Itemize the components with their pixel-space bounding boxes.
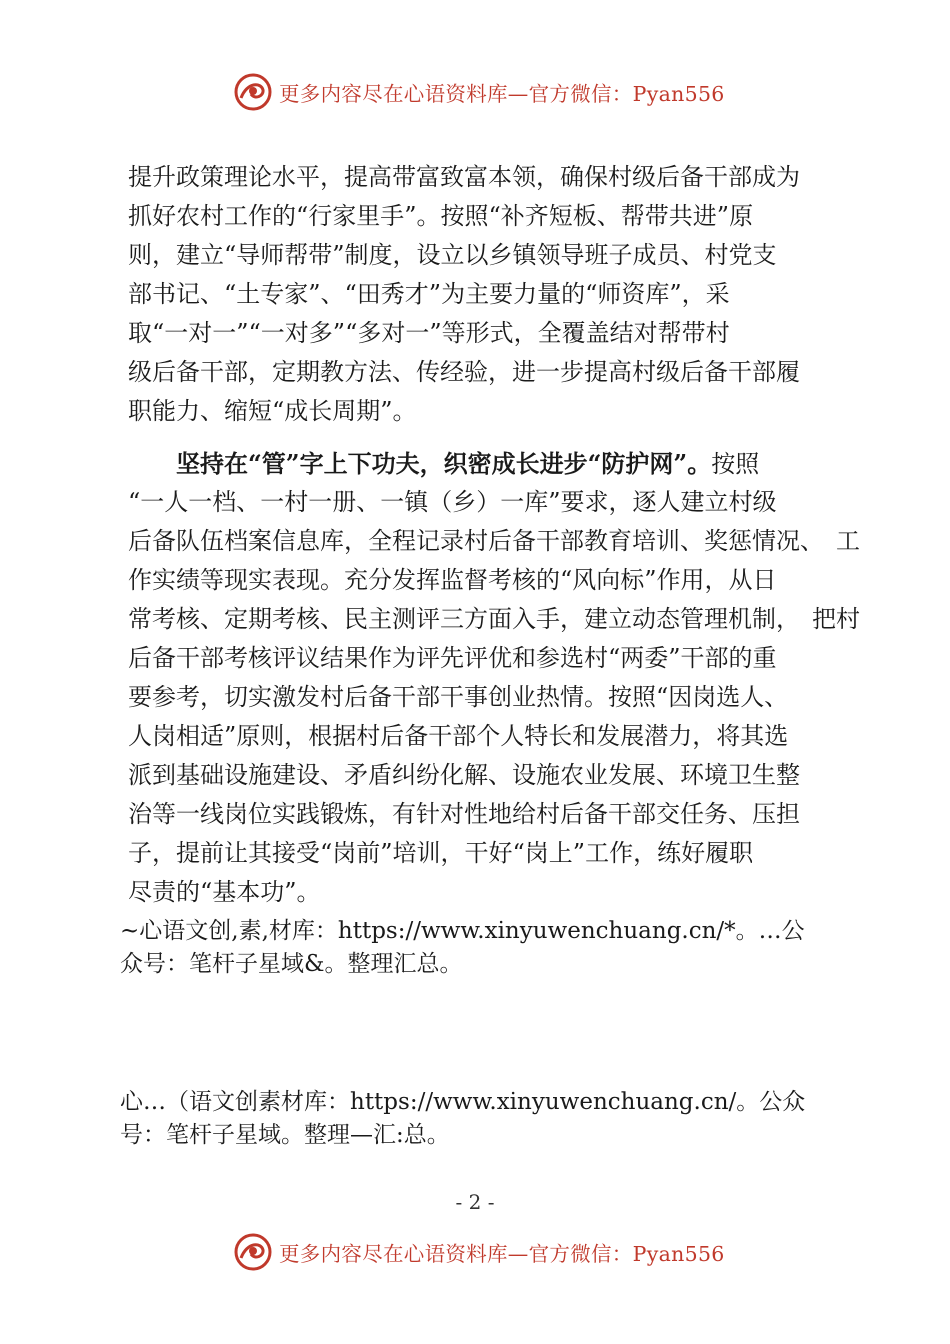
red-swirl-logo-icon <box>233 1232 273 1272</box>
text-line: 取“一对一”“一对多”“多对一”等形式，全覆盖结对帮带村 <box>128 319 730 347</box>
text-line: 级后备干部，定期教方法、传经验，进一步提高村级后备干部履 <box>128 358 800 386</box>
text-line: 号：笔杆子星域。整理—汇:总。 <box>120 1122 450 1148</box>
text-line: 后备队伍档案信息库，全程记录村后备干部教育培训、奖惩情况、 工 <box>128 527 860 555</box>
text-line: ~心语文创,素,材库：https://www.xinyuwenchuang.cn/*。…公 <box>120 918 805 944</box>
red-swirl-logo-icon <box>233 72 273 112</box>
header-banner <box>233 70 733 114</box>
text-line: 作实绩等现实表现。充分发挥监督考核的“风向标”作用，从日 <box>128 566 777 594</box>
text-line: 派到基础设施建设、矛盾纠纷化解、设施农业发展、环境卫生整 <box>128 761 800 789</box>
text-line: 抓好农村工作的“行家里手”。按照“补齐短板、帮带共进”原 <box>128 202 754 230</box>
text-line: 子，提前让其接受“岗前”培训，干好“岗上”工作，练好履职 <box>128 839 754 867</box>
text-line: “一人一档、一村一册、一镇（乡）一库”要求，逐人建立村级 <box>128 488 777 516</box>
text-line: 常考核、定期考核、民主测评三方面入手，建立动态管理机制， 把村 <box>128 605 860 633</box>
text-line: 后备干部考核评议结果作为评先评优和参选村“两委”干部的重 <box>128 644 777 672</box>
paragraph-lead-heading: 坚持在“管”字上下功夫，织密成长进步“防护网”。 <box>176 449 712 478</box>
text-line: 则，建立“导师帮带”制度，设立以乡镇领导班子成员、村党支 <box>128 241 777 269</box>
text-line: 众号：笔杆子星域&。整理汇总。 <box>120 951 463 977</box>
text-line: 人岗相适”原则，根据村后备干部个人特长和发展潜力，将其选 <box>128 722 789 750</box>
footer-banner <box>233 1230 733 1274</box>
source-note-2 <box>120 1086 850 1152</box>
text-line: 心…（语文创素材库：https://www.xinyuwenchuang.cn/。公众 <box>120 1089 806 1115</box>
text-line <box>128 444 840 483</box>
source-note-1 <box>120 915 850 981</box>
text-span: 按照 <box>711 450 760 478</box>
paragraph-2 <box>128 444 860 912</box>
text-line: 职能力、缩短“成长周期”。 <box>128 397 417 425</box>
paragraph-1 <box>128 158 840 431</box>
footer-banner-text: 更多内容尽在心语资料库—官方微信：Pyan556 <box>279 1242 725 1266</box>
text-line: 尽责的“基本功”。 <box>128 878 321 906</box>
header-banner-text: 更多内容尽在心语资料库—官方微信：Pyan556 <box>279 82 725 106</box>
text-line: 要参考，切实激发村后备干部干事创业热情。按照“因岗选人、 <box>128 683 789 711</box>
text-line: 治等一线岗位实践锻炼，有针对性地给村后备干部交任务、压担 <box>128 800 800 828</box>
page-number: - 2 - <box>455 1190 495 1214</box>
text-line: 提升政策理论水平，提高带富致富本领，确保村级后备干部成为 <box>128 163 800 191</box>
text-line: 部书记、“土专家”、“田秀才”为主要力量的“师资库”，采 <box>128 280 730 308</box>
